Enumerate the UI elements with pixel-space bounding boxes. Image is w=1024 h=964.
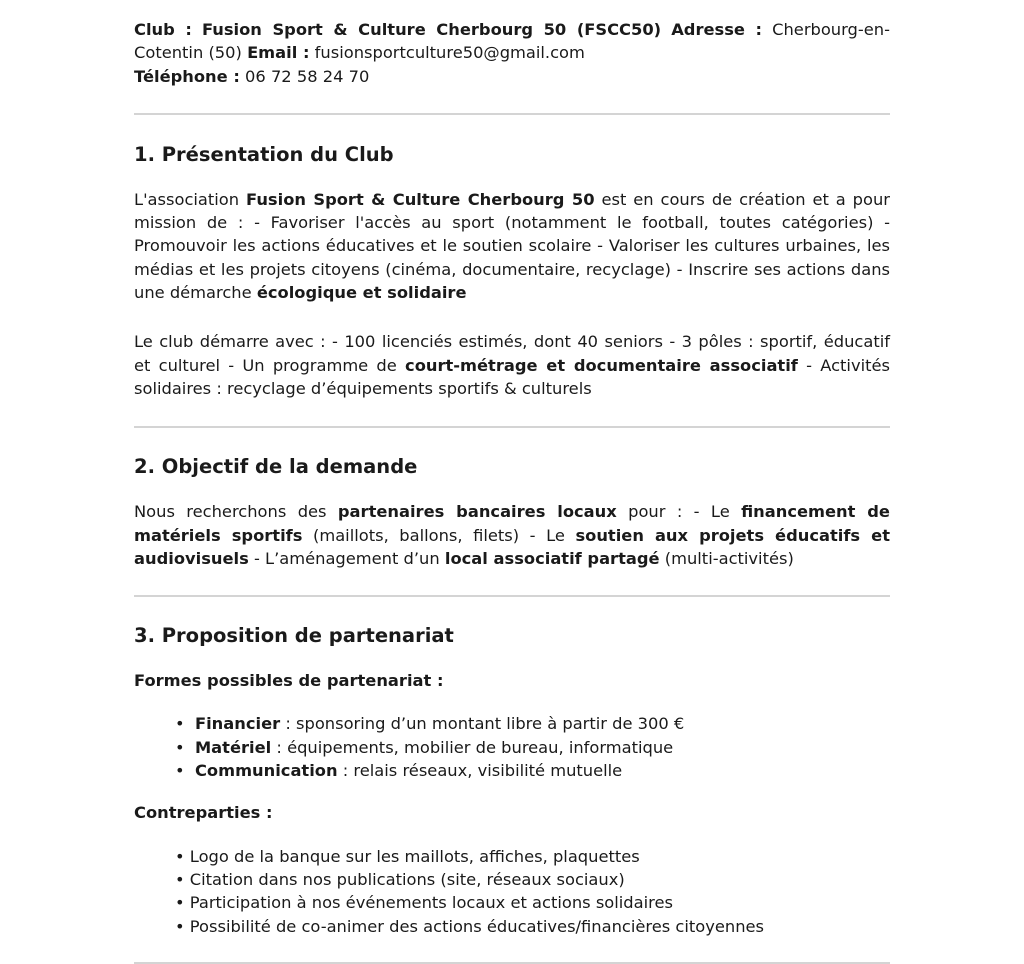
list-item: • Possibilité de co-animer des actions éducatives/financières citoyennes bbox=[134, 915, 890, 938]
list-item-text: : relais réseaux, visibilité mutuelle bbox=[342, 761, 623, 781]
text-run: Nous recherchons des bbox=[134, 502, 327, 522]
forms-label-text: Formes possibles de partenariat : bbox=[134, 671, 444, 691]
list-item-label: Financier bbox=[194, 714, 281, 734]
bold-run: court-métrage et documentaire associatif bbox=[405, 355, 798, 375]
phone-label: Téléphone : bbox=[134, 66, 240, 86]
counterparts-list bbox=[134, 845, 890, 938]
list-item-text: : équipements, mobilier de bureau, informatique bbox=[276, 737, 674, 757]
address-label: Adresse : bbox=[671, 20, 763, 39]
list-item-label: Communication bbox=[194, 761, 338, 781]
list-item: • Logo de la banque sur les maillots, affiches, plaquettes bbox=[134, 845, 890, 868]
text-run: - Activités solidaires : recyclage d’équipements sportifs & culturels bbox=[134, 355, 891, 398]
text-run: (maillots, ballons, filets) - Le bbox=[312, 525, 565, 545]
text-run: pour : - Le bbox=[628, 502, 730, 522]
text-run: (multi-activités) bbox=[664, 548, 794, 568]
forms-list bbox=[134, 712, 890, 782]
list-item-label: Matériel bbox=[194, 737, 272, 757]
bold-run: soutien aux projets éducatifs et audiovisuels bbox=[134, 525, 890, 568]
club-name: Fusion Sport & Culture Cherbourg 50 (FSCC50) bbox=[201, 20, 662, 39]
list-item bbox=[134, 736, 890, 759]
section-1-paragraph-1 bbox=[134, 188, 890, 304]
section-3-title: 3. Proposition de partenariat bbox=[134, 624, 454, 648]
section-1-paragraph-2 bbox=[134, 330, 890, 400]
bold-run: Fusion Sport & Culture Cherbourg 50 bbox=[246, 189, 595, 209]
forms-label bbox=[134, 669, 890, 692]
counterparts-label-text: Contreparties : bbox=[134, 803, 273, 823]
counterparts-label bbox=[134, 801, 890, 824]
divider bbox=[134, 113, 890, 115]
bold-run: partenaires bancaires locaux bbox=[337, 502, 617, 522]
section-2-title: 2. Objectif de la demande bbox=[134, 455, 418, 479]
section-2-paragraph-1 bbox=[134, 500, 890, 570]
document-content bbox=[134, 18, 890, 964]
divider bbox=[134, 595, 890, 597]
club-label: Club : bbox=[134, 20, 192, 39]
text-run: Le club démarre avec : - 100 licenciés estimés, dont 40 seniors - 3 pôles : sportif, éducatif et culturel - Un programme de bbox=[134, 332, 890, 375]
divider bbox=[134, 426, 890, 428]
section-1-title: 1. Présentation du Club bbox=[134, 142, 394, 166]
bold-run: financement de matériels sportifs bbox=[134, 502, 890, 545]
email-label: Email : bbox=[247, 43, 310, 63]
club-info bbox=[134, 18, 890, 65]
address-value: Cherbourg-en-Cotentin (50) bbox=[134, 20, 890, 63]
bold-run: écologique et solidaire bbox=[256, 283, 467, 303]
list-item: • Citation dans nos publications (site, réseaux sociaux) bbox=[134, 868, 890, 891]
text-run: - L’aménagement d’un bbox=[253, 548, 440, 568]
phone-line bbox=[134, 65, 890, 88]
list-item: • Participation à nos événements locaux et actions solidaires bbox=[134, 891, 890, 914]
list-item bbox=[134, 759, 890, 782]
list-item-text: : sponsoring d’un montant libre à partir de 300 € bbox=[285, 714, 685, 734]
bold-run: local associatif partagé bbox=[444, 548, 660, 568]
list-item bbox=[134, 712, 890, 735]
text-run: L'association bbox=[134, 189, 240, 209]
text-run: est en cours de création et a pour mission de : - Favoriser l'accès au sport (notamment le football, toutes catégories) - Promouvoir les actions éducatives et le soutien scolaire - Valoriser les cultures urbaines, les médias et les projets citoyens (cinéma, documentaire, recyclage) - Inscrire ses actions dans une démarche bbox=[134, 189, 890, 303]
phone-value: 06 72 58 24 70 bbox=[245, 66, 370, 86]
email-value: fusionsportculture50@gmail.com bbox=[314, 43, 585, 63]
